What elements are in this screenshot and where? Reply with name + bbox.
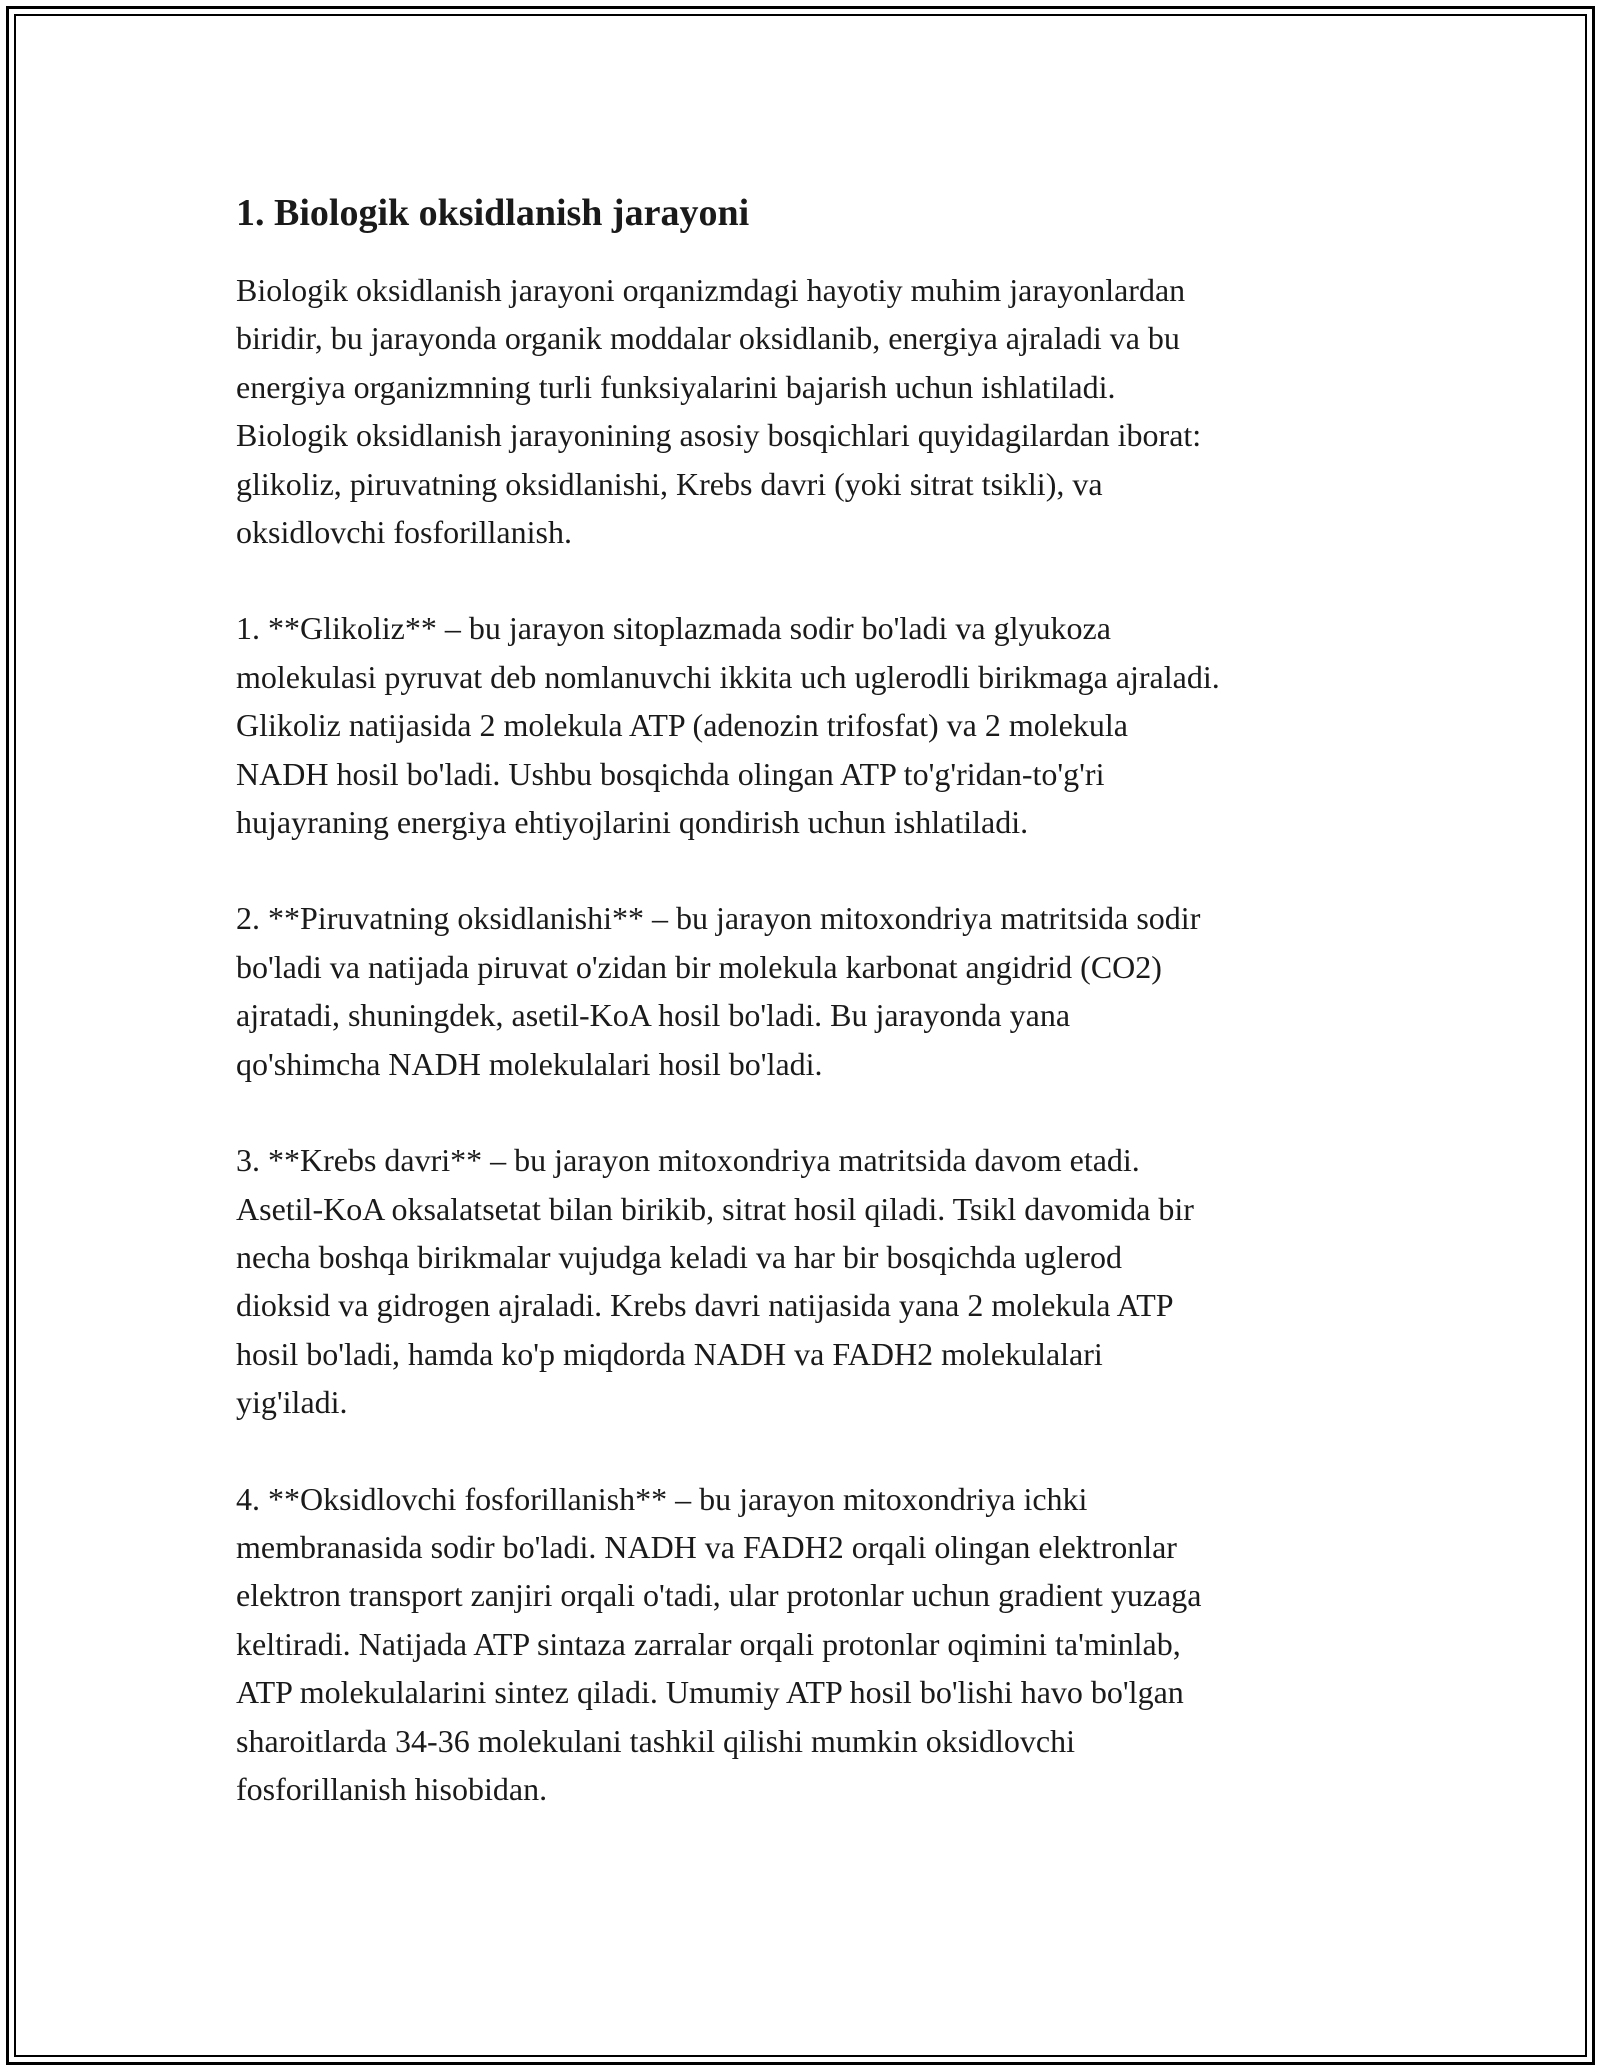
document-body	[236, 180, 1386, 1861]
oxidative-phosphorylation-paragraph: 4. **Oksidlovchi fosforillanish** – bu jarayon mitoxondriya ichki membranasida sodir bo'ladi. NADH va FADH2 orqali olingan elektronlar elektron transport zanjiri orqali o'tadi, ular protonlar uchun gradient yuzaga keltiradi. Natijada ATP sintaza zarralar orqali protonlar oqimini ta'minlab, ATP molekulalarini sintez qiladi. Umumiy ATP hosil bo'lishi havo bo'lgan sharoitlarda 34-36 molekulani tashkil qilishi mumkin oksidlovchi fosforillanish hisobidan.	[236, 1480, 1202, 1807]
piruvat-oxidation-paragraph: 2. **Piruvatning oksidlanishi** – bu jarayon mitoxondriya matritsida sodir bo'ladi va natijada piruvat o'zidan bir molekula karbonat angidrid (CO2) ajratadi, shuningdek, asetil-KoA hosil bo'ladi. Bu jarayonda yana qo'shimcha NADH molekulalari hosil bo'ladi.	[236, 900, 1201, 1082]
krebs-cycle-paragraph: 3. **Krebs davri** – bu jarayon mitoxondriya matritsida davom etadi. Asetil-KoA oksalatsetat bilan birikib, sitrat hosil qiladi. Tsikl davomida bir necha boshqa birikmalar vujudga keladi va har bir bosqichda uglerod dioksid va gidrogen ajraladi. Krebs davri natijasida yana 2 molekula ATP hosil bo'ladi, hamda ko'p miqdorda NADH va FADH2 molekulalari yig'iladi.	[236, 1142, 1194, 1421]
document-title: 1. Biologik oksidlanish jarayoni	[236, 192, 750, 234]
intro-paragraph: Biologik oksidlanish jarayoni orqanizmdagi hayotiy muhim jarayonlardan biridir, bu jarayonda organik moddalar oksidlanib, energiya ajraladi va bu energiya organizmning turli funksiyalarini bajarish uchun ishlatiladi. Biologik oksidlanish jarayonining asosiy bosqichlari quyidagilardan iborat: glikoliz, piruvatning oksidlanishi, Krebs davri (yoki sitrat tsikli), va oksidlovchi fosforillanish.	[236, 272, 1202, 551]
glikoliz-paragraph: 1. **Glikoliz** – bu jarayon sitoplazmada sodir bo'ladi va glyukoza molekulasi pyruvat deb nomlanuvchi ikkita uch uglerodli birikmaga ajraladi. Glikoliz natijasida 2 molekula ATP (adenozin trifosfat) va 2 molekula NADH hosil bo'ladi. Ushbu bosqichda olingan ATP to'g'ridan-to'g'ri hujayraning energiya ehtiyojlarini qondirish uchun ishlatiladi.	[236, 610, 1220, 841]
